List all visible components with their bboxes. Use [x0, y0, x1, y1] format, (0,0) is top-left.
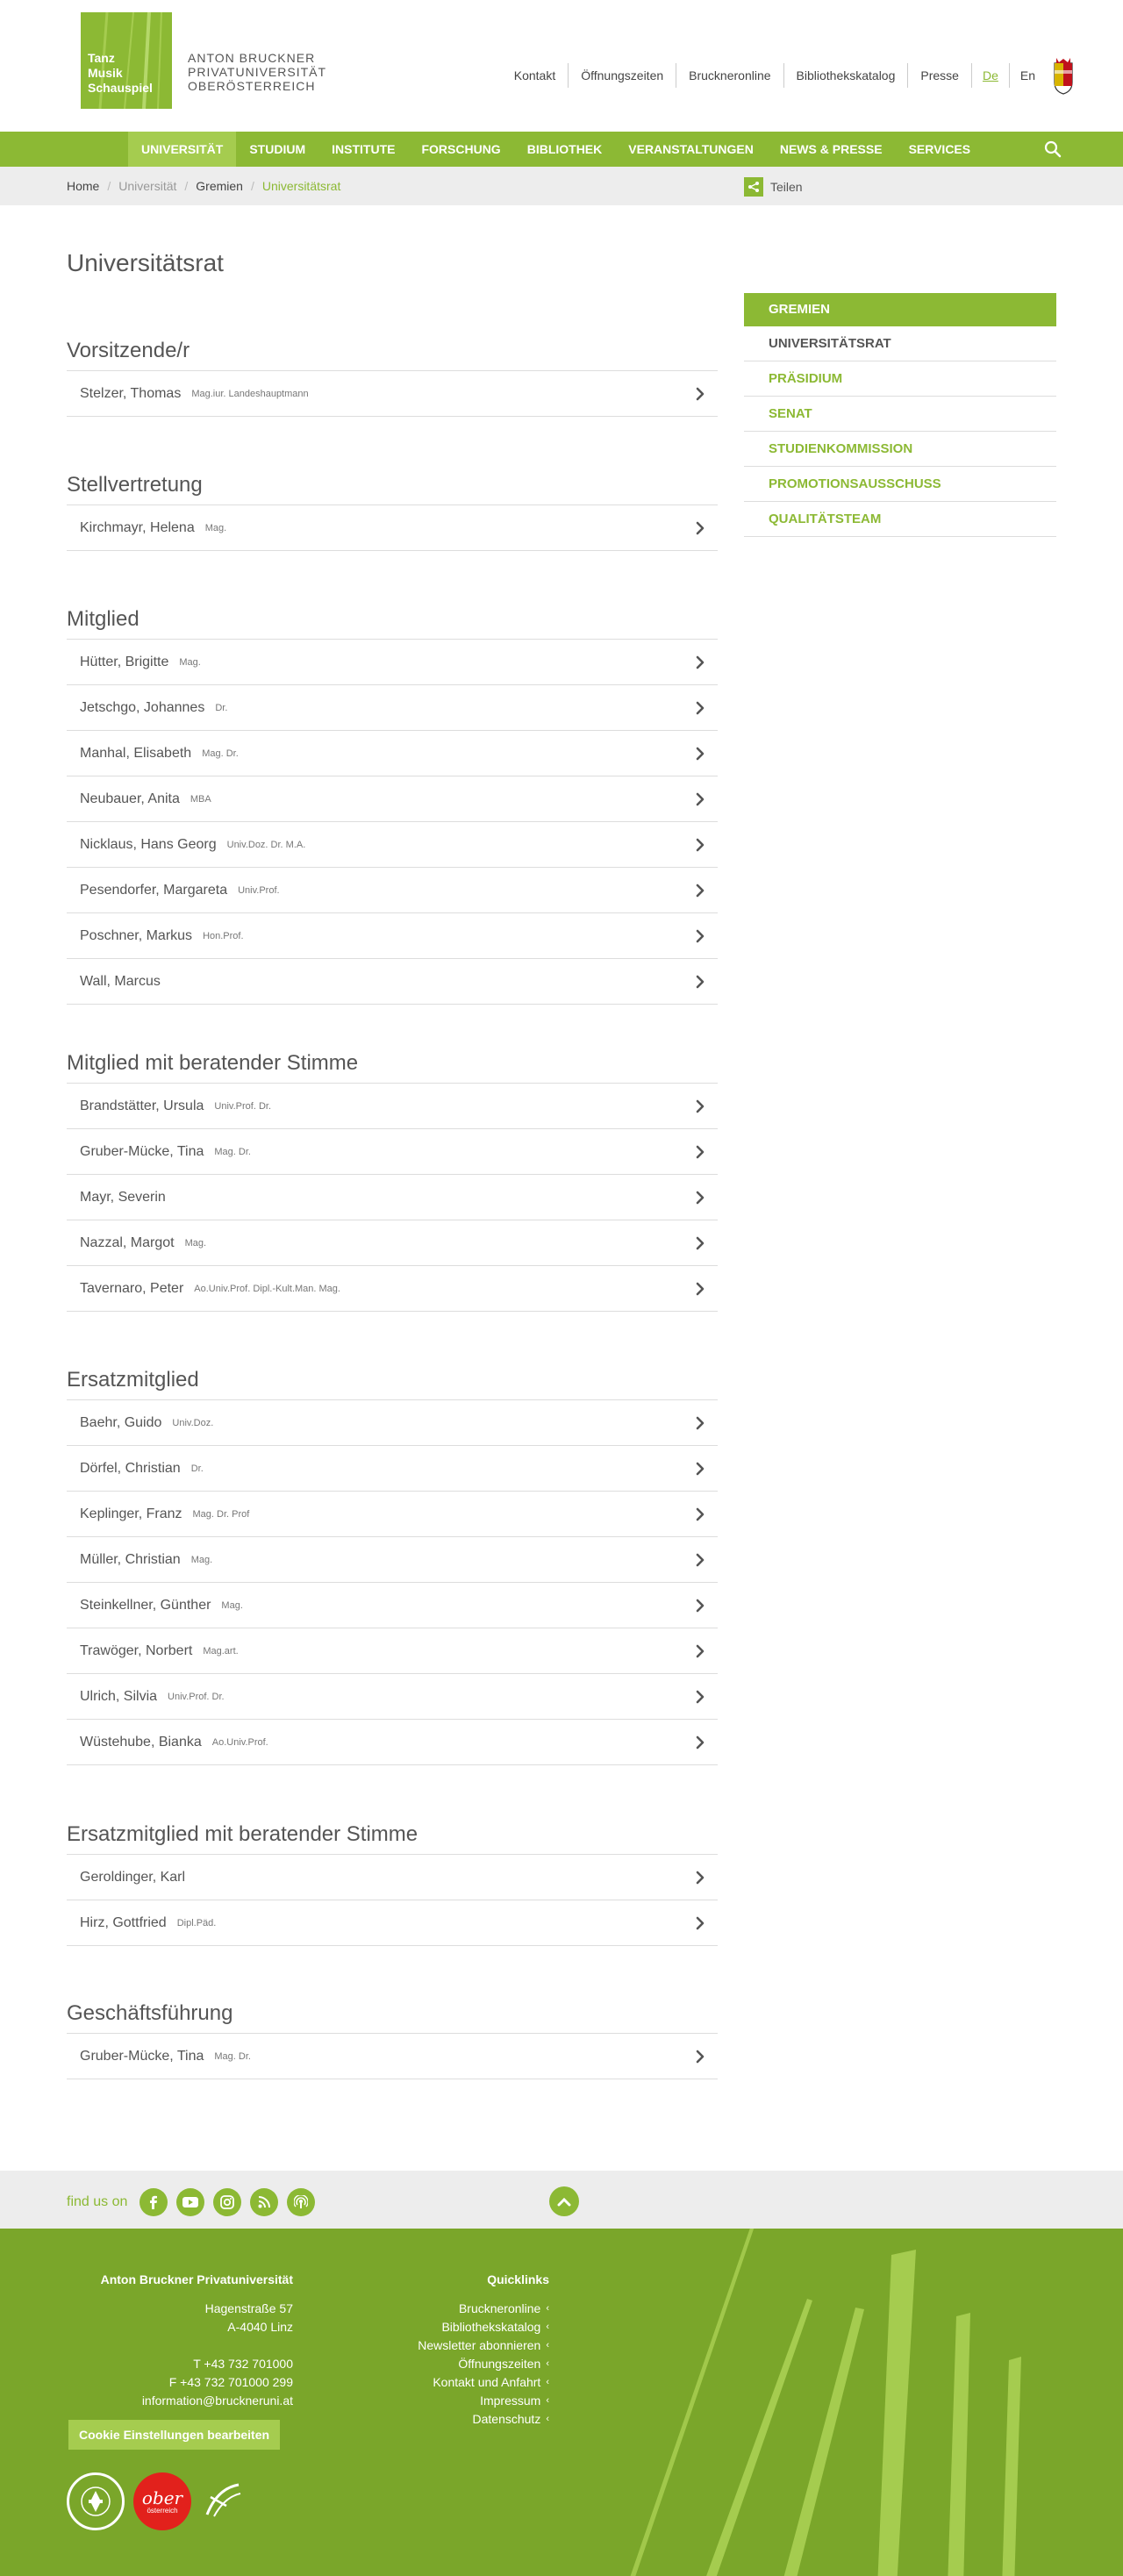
- person-title: Ao.Univ.Prof. Dipl.-Kult.Man. Mag.: [194, 1283, 340, 1294]
- breadcrumb-universitaet[interactable]: Universität: [118, 179, 177, 193]
- person-row[interactable]: [67, 371, 718, 417]
- footer-address: [101, 2271, 293, 2410]
- section-title: Ersatzmitglied: [67, 1368, 199, 1392]
- site-footer: [0, 2229, 1123, 2576]
- person-row[interactable]: [67, 1175, 718, 1220]
- topnav-presse[interactable]: Presse: [908, 63, 972, 88]
- person-row[interactable]: [67, 1129, 718, 1175]
- sidebar-item-senat[interactable]: SENAT: [744, 397, 1056, 432]
- coat-of-arms-icon: [1051, 56, 1076, 95]
- person-title: Mag. Dr.: [202, 748, 239, 759]
- person-title: Hon.Prof.: [203, 930, 244, 941]
- person-name: Neubauer, Anita: [80, 791, 180, 806]
- chevron-left-icon: ‹: [546, 2303, 549, 2314]
- chevron-right-icon: [695, 792, 705, 806]
- topnav-bruckneronline[interactable]: Bruckneronline: [676, 63, 783, 88]
- university-name: ANTON BRUCKNER PRIVATUNIVERSITÄT OBERÖSTERREICH: [188, 51, 327, 93]
- person-title: Univ.Prof.: [238, 884, 280, 896]
- person-row[interactable]: [67, 685, 718, 731]
- topnav-kontakt[interactable]: Kontakt: [502, 63, 569, 88]
- person-name: Pesendorfer, Margareta: [80, 882, 228, 898]
- person-row[interactable]: [67, 1492, 718, 1537]
- chevron-right-icon: [695, 1553, 705, 1567]
- quicklink-impressum[interactable]: Impressum ‹: [418, 2392, 549, 2410]
- top-navigation: [502, 63, 1076, 88]
- person-list: [67, 1854, 718, 1946]
- person-list: [67, 1083, 718, 1312]
- chevron-left-icon: ‹: [546, 2358, 549, 2369]
- chevron-right-icon: [695, 1690, 705, 1704]
- chevron-right-icon: [695, 1099, 705, 1113]
- instagram-icon[interactable]: [213, 2188, 241, 2216]
- person-name: Steinkellner, Günther: [80, 1597, 211, 1613]
- person-row[interactable]: [67, 1446, 718, 1492]
- section-title: Stellvertretung: [67, 473, 203, 497]
- chevron-right-icon: [695, 1145, 705, 1159]
- person-row[interactable]: [67, 1720, 718, 1765]
- back-to-top-button[interactable]: [549, 2186, 579, 2216]
- person-title: Mag.: [221, 1599, 243, 1611]
- person-name: Jetschgo, Johannes: [80, 699, 205, 715]
- person-row[interactable]: [67, 1266, 718, 1312]
- topnav-bibliothekskatalog[interactable]: Bibliothekskatalog: [784, 63, 909, 88]
- chevron-right-icon: [695, 701, 705, 715]
- chevron-right-icon: [695, 655, 705, 669]
- chevron-up-icon: [557, 2196, 571, 2207]
- person-row[interactable]: [67, 1900, 718, 1946]
- chevron-right-icon: [695, 747, 705, 761]
- chevron-left-icon: ‹: [546, 2414, 549, 2424]
- chevron-right-icon: [695, 884, 705, 898]
- chevron-right-icon: [695, 1916, 705, 1930]
- person-row[interactable]: [67, 1583, 718, 1628]
- person-title: Mag.: [190, 1554, 213, 1565]
- person-title: Univ.Prof. Dr.: [214, 1100, 271, 1112]
- find-us-label: find us on: [67, 2194, 128, 2209]
- sidebar-heading[interactable]: GREMIEN: [744, 293, 1056, 326]
- oberoesterreich-logo: ober österreich: [133, 2472, 191, 2530]
- person-row[interactable]: [67, 731, 718, 776]
- nav-studium[interactable]: STUDIUM: [249, 142, 306, 156]
- person-name: Keplinger, Franz: [80, 1506, 182, 1521]
- person-name: Mayr, Severin: [80, 1189, 166, 1205]
- footer-city: A-4040 Linz: [227, 2320, 293, 2334]
- nav-institute[interactable]: INSTITUTE: [332, 142, 396, 156]
- search-icon[interactable]: [1044, 140, 1062, 158]
- chevron-left-icon: ‹: [546, 2395, 549, 2406]
- person-row[interactable]: [67, 1537, 718, 1583]
- breadcrumb-home[interactable]: Home: [67, 179, 100, 193]
- person-title: Mag.: [204, 522, 227, 533]
- person-title: Dr.: [215, 702, 228, 713]
- share-icon: [744, 177, 763, 197]
- chevron-right-icon: [695, 975, 705, 989]
- youtube-icon[interactable]: [176, 2188, 204, 2216]
- breadcrumb-separator: /: [250, 179, 254, 193]
- share-button[interactable]: [744, 177, 803, 197]
- nav-universitaet[interactable]: UNIVERSITÄT: [128, 132, 236, 167]
- sidebar: [744, 293, 1056, 537]
- person-list: [67, 504, 718, 551]
- person-name: Tavernaro, Peter: [80, 1280, 184, 1296]
- section-title: Geschäftsführung: [67, 2001, 233, 2025]
- chevron-right-icon: [695, 1282, 705, 1296]
- chevron-right-icon: [695, 1462, 705, 1476]
- person-row[interactable]: [67, 868, 718, 913]
- chevron-right-icon: [695, 2050, 705, 2064]
- person-list: [67, 370, 718, 417]
- chevron-right-icon: [695, 1507, 705, 1521]
- person-row[interactable]: [67, 1628, 718, 1674]
- person-title: Mag. Dr. Prof: [192, 1508, 250, 1520]
- person-list: [67, 1399, 718, 1765]
- person-row[interactable]: [67, 822, 718, 868]
- quicklink-newsletter[interactable]: Newsletter abonnieren ‹: [418, 2336, 549, 2355]
- footer-street: Hagenstraße 57: [204, 2301, 293, 2315]
- chevron-left-icon: ‹: [546, 2340, 549, 2351]
- chevron-right-icon: [695, 1236, 705, 1250]
- accreditation-seal-icon: [67, 2472, 125, 2530]
- sidebar-item-promotionsausschuss[interactable]: PROMOTIONSAUSSCHUSS: [744, 467, 1056, 502]
- language-en[interactable]: En: [1019, 68, 1035, 82]
- breadcrumb-separator: /: [184, 179, 189, 193]
- chevron-right-icon: [695, 929, 705, 943]
- social-bar: [0, 2171, 1123, 2229]
- chevron-right-icon: [695, 1191, 705, 1205]
- chevron-right-icon: [695, 387, 705, 401]
- nav-forschung[interactable]: FORSCHUNG: [421, 142, 501, 156]
- nav-bibliothek[interactable]: BIBLIOTHEK: [526, 142, 603, 156]
- person-title: Mag. Dr.: [214, 2050, 251, 2062]
- person-name: Baehr, Guido: [80, 1414, 162, 1430]
- person-name: Geroldinger, Karl: [80, 1869, 186, 1885]
- person-list: [67, 639, 718, 1005]
- section-title: Mitglied mit beratender Stimme: [67, 1051, 359, 1075]
- person-row[interactable]: [67, 1400, 718, 1446]
- person-title: Univ.Doz.: [172, 1417, 214, 1428]
- breadcrumb: [67, 167, 340, 205]
- logo-text: Tanz Musik Schauspiel: [88, 51, 153, 95]
- person-title: Mag.iur. Landeshauptmann: [191, 388, 309, 399]
- breadcrumb-bar: [0, 167, 1123, 205]
- person-name: Wall, Marcus: [80, 973, 161, 989]
- person-title: Univ.Doz. Dr. M.A.: [226, 839, 306, 850]
- person-name: Gruber-Mücke, Tina: [80, 2048, 204, 2064]
- person-title: Univ.Prof. Dr.: [168, 1691, 225, 1702]
- footer-fax: F +43 732 701000 299: [168, 2375, 293, 2389]
- quicklink-bruckneronline[interactable]: Bruckneronline ‹: [418, 2300, 549, 2318]
- section-title: Vorsitzende/r: [67, 339, 190, 362]
- chevron-right-icon: [695, 521, 705, 535]
- person-title: Dr.: [190, 1463, 204, 1474]
- page-title: Universitätsrat: [67, 249, 224, 276]
- language-de[interactable]: De: [972, 63, 1010, 88]
- person-name: Manhal, Elisabeth: [80, 745, 192, 761]
- breadcrumb-current: Universitätsrat: [261, 179, 341, 193]
- share-label: Teilen: [770, 180, 803, 194]
- sidebar-item-praesidium[interactable]: PRÄSIDIUM: [744, 361, 1056, 397]
- sidebar-item-qualitaetsteam[interactable]: QUALITÄTSTEAM: [744, 502, 1056, 537]
- person-row[interactable]: [67, 640, 718, 685]
- person-title: MBA: [190, 793, 211, 805]
- person-name: Gruber-Mücke, Tina: [80, 1143, 204, 1159]
- chevron-left-icon: ‹: [546, 2377, 549, 2387]
- person-row[interactable]: [67, 2034, 718, 2079]
- chevron-left-icon: ‹: [546, 2322, 549, 2332]
- cultural-partner-logo: [200, 2479, 305, 2523]
- person-name: Brandstätter, Ursula: [80, 1098, 204, 1113]
- quicklinks-title: Quicklinks: [487, 2272, 549, 2286]
- partner-logos: [67, 2472, 305, 2530]
- person-title: Dipl.Päd.: [176, 1917, 217, 1928]
- person-name: Wüstehube, Bianka: [80, 1734, 202, 1750]
- person-row[interactable]: [67, 1855, 718, 1900]
- person-name: Nicklaus, Hans Georg: [80, 836, 217, 852]
- quicklink-kontakt-anfahrt[interactable]: Kontakt und Anfahrt ‹: [418, 2373, 549, 2392]
- person-row[interactable]: [67, 959, 718, 1005]
- chevron-right-icon: [695, 1644, 705, 1658]
- quicklink-oeffnungszeiten[interactable]: Öffnungszeiten ‹: [418, 2355, 549, 2373]
- nav-services[interactable]: SERVICES: [908, 142, 971, 156]
- person-row[interactable]: [67, 505, 718, 551]
- person-row[interactable]: [67, 1674, 718, 1720]
- quicklink-bibliothekskatalog[interactable]: Bibliothekskatalog ‹: [418, 2318, 549, 2336]
- footer-quicklinks: [418, 2271, 549, 2429]
- person-name: Hütter, Brigitte: [80, 654, 169, 669]
- breadcrumb-separator: /: [107, 179, 111, 193]
- chevron-right-icon: [695, 1416, 705, 1430]
- chevron-right-icon: [695, 1871, 705, 1885]
- person-name: Trawöger, Norbert: [80, 1642, 193, 1658]
- person-name: Dörfel, Christian: [80, 1460, 181, 1476]
- section-title: Mitglied: [67, 607, 139, 631]
- rss-icon[interactable]: [250, 2188, 278, 2216]
- topnav-oeffnungszeiten[interactable]: Öffnungszeiten: [569, 63, 676, 88]
- footer-address-name: Anton Bruckner Privatuniversität: [100, 2272, 293, 2286]
- breadcrumb-gremien[interactable]: Gremien: [196, 179, 243, 193]
- person-name: Poschner, Markus: [80, 927, 193, 943]
- person-name: Nazzal, Margot: [80, 1234, 175, 1250]
- footer-email[interactable]: information@bruckneruni.at: [141, 2394, 293, 2408]
- chevron-right-icon: [695, 1599, 705, 1613]
- quicklink-datenschutz[interactable]: Datenschutz ‹: [418, 2410, 549, 2429]
- person-title: Ao.Univ.Prof.: [211, 1736, 268, 1748]
- footer-phone[interactable]: T +43 732 701000: [193, 2357, 293, 2371]
- facebook-icon[interactable]: [139, 2188, 168, 2216]
- person-name: Kirchmayr, Helena: [80, 519, 195, 535]
- person-name: Ulrich, Silvia: [80, 1688, 158, 1704]
- logo[interactable]: [81, 12, 172, 109]
- person-row[interactable]: [67, 913, 718, 959]
- person-list: [67, 2033, 718, 2079]
- person-title: Mag.: [179, 656, 201, 668]
- main-navigation: [0, 132, 1123, 167]
- site-header: [0, 0, 1123, 132]
- nav-news-presse[interactable]: NEWS & PRESSE: [779, 142, 883, 156]
- person-name: Stelzer, Thomas: [80, 385, 182, 401]
- person-row[interactable]: [67, 1220, 718, 1266]
- chevron-right-icon: [695, 838, 705, 852]
- person-name: Müller, Christian: [80, 1551, 181, 1567]
- sidebar-item-studienkommission[interactable]: STUDIENKOMMISSION: [744, 432, 1056, 467]
- person-title: Mag.art.: [203, 1645, 239, 1657]
- sidebar-item-universitaetsrat[interactable]: UNIVERSITÄTSRAT: [744, 326, 1056, 361]
- partner-mark-icon: [200, 2479, 244, 2523]
- cookie-settings-button[interactable]: Cookie Einstellungen bearbeiten: [68, 2420, 280, 2450]
- person-row[interactable]: [67, 1084, 718, 1129]
- nav-veranstaltungen[interactable]: VERANSTALTUNGEN: [628, 142, 754, 156]
- section-title: Ersatzmitglied mit beratender Stimme: [67, 1822, 418, 1846]
- podcast-icon[interactable]: [287, 2188, 315, 2216]
- person-title: Mag.: [184, 1237, 207, 1249]
- person-title: Mag. Dr.: [214, 1146, 251, 1157]
- person-name: Hirz, Gottfried: [80, 1914, 167, 1930]
- chevron-right-icon: [695, 1735, 705, 1750]
- person-row[interactable]: [67, 776, 718, 822]
